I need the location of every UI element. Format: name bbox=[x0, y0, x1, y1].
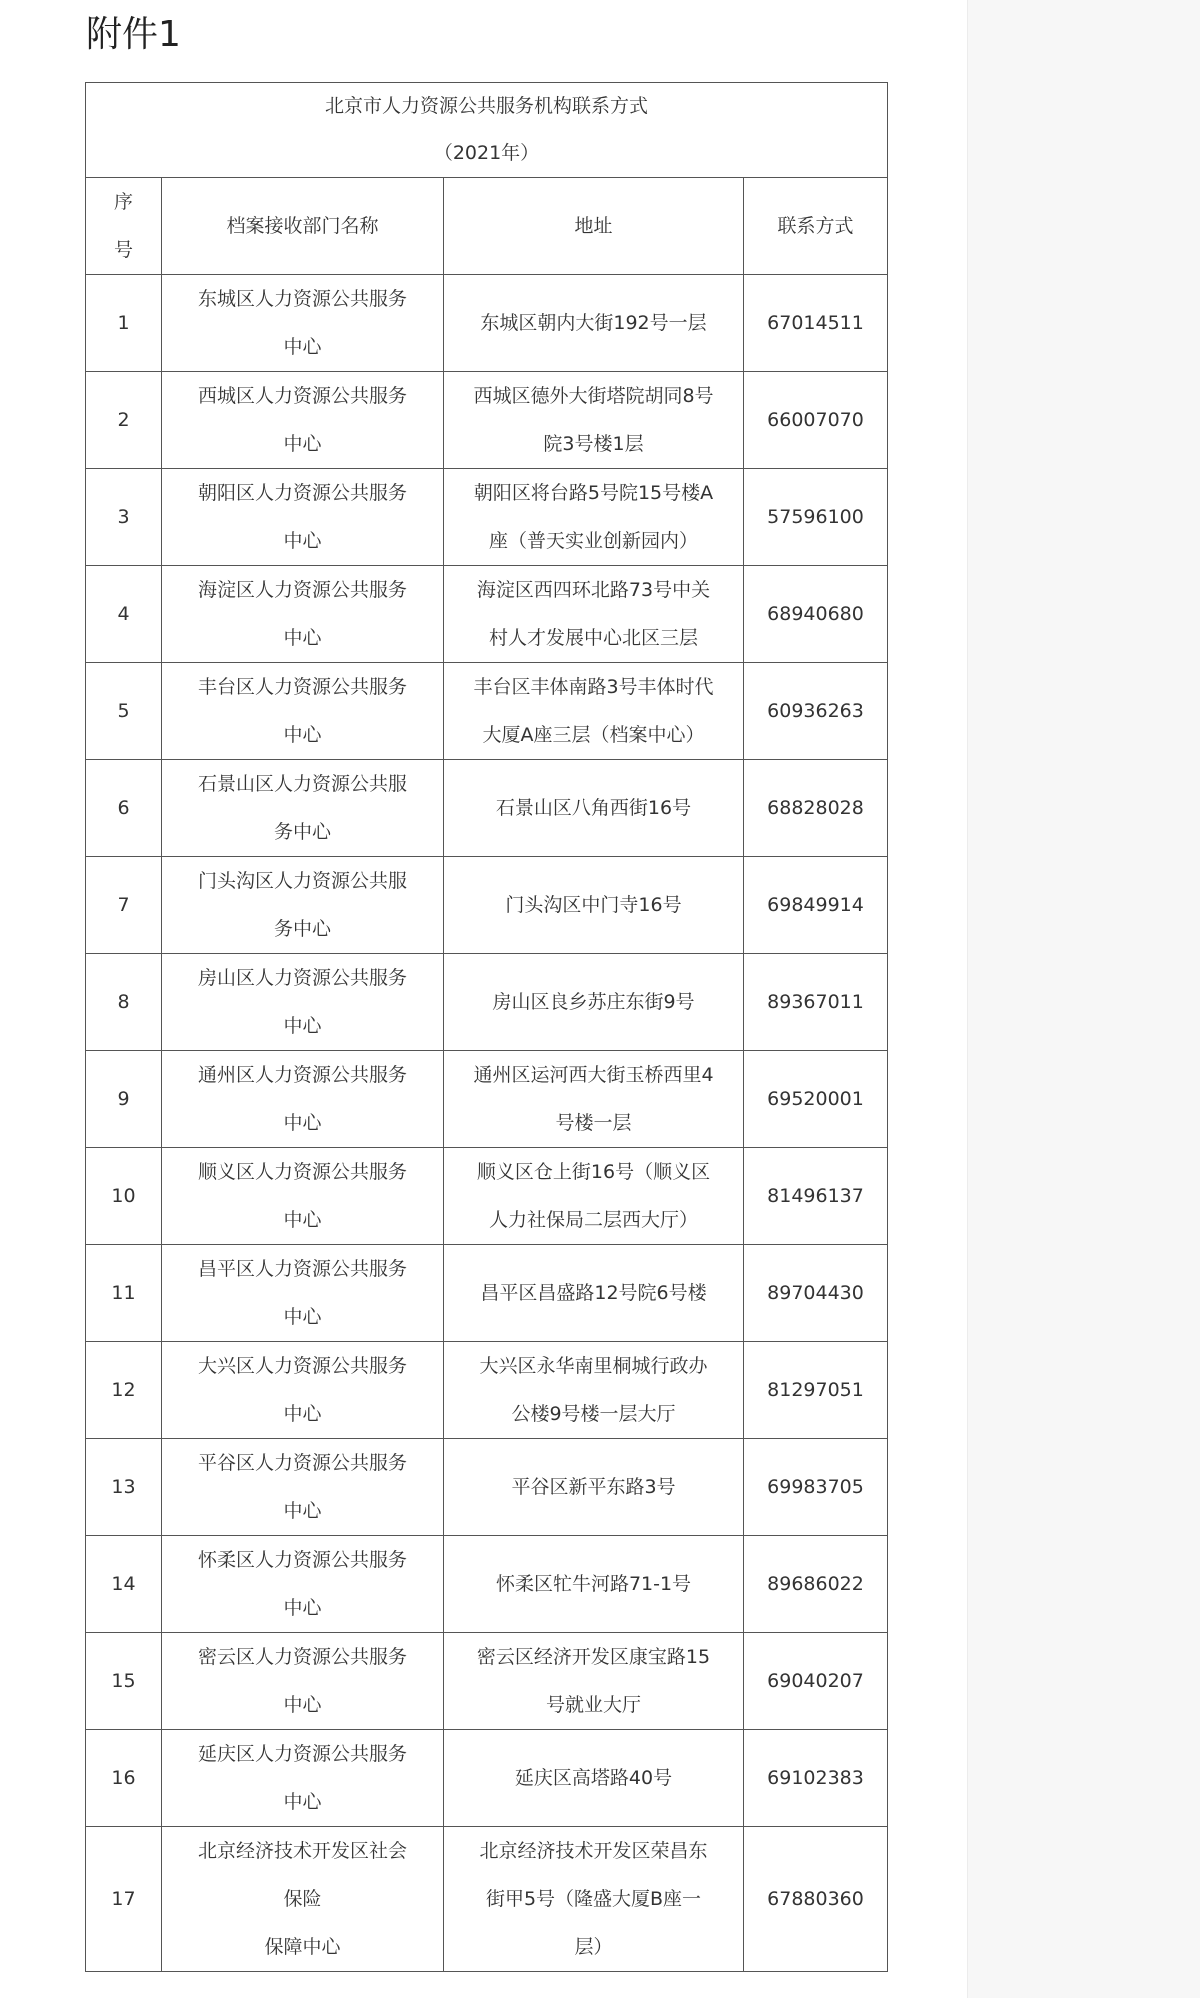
row-dept-name-line: 大兴区人力资源公共服务 bbox=[197, 1355, 407, 1377]
row-phone: 69040207 bbox=[744, 1633, 888, 1730]
row-dept-name bbox=[162, 1827, 444, 1972]
row-dept-name-line: 房山区人力资源公共服务 bbox=[197, 967, 407, 989]
row-address-line: 号楼一层 bbox=[555, 1112, 632, 1134]
table-body bbox=[86, 275, 888, 1972]
row-address-line: 街甲5号（隆盛大厦B座一 bbox=[485, 1888, 702, 1910]
header-seq-line2: 号 bbox=[113, 239, 133, 261]
row-dept-name bbox=[162, 566, 444, 663]
table-row bbox=[86, 663, 888, 760]
row-seq-number: 3 bbox=[86, 469, 162, 566]
row-seq-number: 16 bbox=[86, 1730, 162, 1827]
row-address-line: 层） bbox=[574, 1936, 613, 1958]
table-caption-row bbox=[86, 83, 888, 178]
header-contact: 联系方式 bbox=[744, 178, 888, 275]
table-row bbox=[86, 857, 888, 954]
table-caption bbox=[86, 83, 888, 178]
row-dept-name bbox=[162, 1439, 444, 1536]
row-address bbox=[444, 1051, 744, 1148]
row-dept-name-line: 中心 bbox=[283, 1112, 322, 1134]
row-dept-name bbox=[162, 1633, 444, 1730]
row-dept-name-line: 中心 bbox=[283, 1791, 322, 1813]
row-address-line: 村人才发展中心北区三层 bbox=[488, 627, 698, 649]
row-dept-name-line: 中心 bbox=[283, 1209, 322, 1231]
row-address-line: 大厦A座三层（档案中心） bbox=[482, 724, 705, 746]
row-address-line: 密云区经济开发区康宝路15 bbox=[476, 1646, 711, 1668]
row-address-line: 昌平区昌盛路12号院6号楼 bbox=[480, 1282, 707, 1304]
row-phone: 69520001 bbox=[744, 1051, 888, 1148]
row-dept-name-line: 中心 bbox=[283, 627, 322, 649]
row-phone: 57596100 bbox=[744, 469, 888, 566]
row-phone: 69102383 bbox=[744, 1730, 888, 1827]
row-seq-number: 8 bbox=[86, 954, 162, 1051]
row-dept-name bbox=[162, 1245, 444, 1342]
row-dept-name-line: 中心 bbox=[283, 433, 322, 455]
row-address-line: 门头沟区中门寺16号 bbox=[505, 894, 682, 916]
row-address-line: 北京经济技术开发区荣昌东 bbox=[479, 1840, 708, 1862]
row-address-line: 大兴区永华南里桐城行政办 bbox=[479, 1355, 708, 1377]
row-dept-name-line: 保障中心 bbox=[264, 1936, 341, 1958]
attachment-heading: 附件1 bbox=[86, 14, 181, 55]
row-seq-number: 11 bbox=[86, 1245, 162, 1342]
row-dept-name-line: 东城区人力资源公共服务 bbox=[197, 288, 407, 310]
row-dept-name bbox=[162, 1730, 444, 1827]
row-dept-name-line: 务中心 bbox=[273, 821, 331, 843]
contacts-table bbox=[85, 82, 888, 1972]
row-address-line: 顺义区仓上街16号（顺义区 bbox=[476, 1161, 711, 1183]
row-dept-name-line: 海淀区人力资源公共服务 bbox=[197, 579, 407, 601]
row-phone: 69849914 bbox=[744, 857, 888, 954]
row-dept-name-line: 中心 bbox=[283, 336, 322, 358]
row-phone: 81297051 bbox=[744, 1342, 888, 1439]
header-seq bbox=[86, 178, 162, 275]
row-seq-number: 14 bbox=[86, 1536, 162, 1633]
row-dept-name bbox=[162, 954, 444, 1051]
row-address bbox=[444, 372, 744, 469]
row-seq-number: 17 bbox=[86, 1827, 162, 1972]
row-address bbox=[444, 1245, 744, 1342]
row-seq-number: 12 bbox=[86, 1342, 162, 1439]
row-seq-number: 9 bbox=[86, 1051, 162, 1148]
row-address bbox=[444, 1730, 744, 1827]
row-seq-number: 2 bbox=[86, 372, 162, 469]
row-dept-name-line: 中心 bbox=[283, 1500, 322, 1522]
table-header-row bbox=[86, 178, 888, 275]
row-dept-name-line: 中心 bbox=[283, 1597, 322, 1619]
row-dept-name-line: 怀柔区人力资源公共服务 bbox=[197, 1549, 407, 1571]
row-address-line: 院3号楼1层 bbox=[543, 433, 644, 455]
row-address bbox=[444, 566, 744, 663]
table-row bbox=[86, 1148, 888, 1245]
table-row bbox=[86, 760, 888, 857]
row-address-line: 丰台区丰体南路3号丰体时代 bbox=[473, 676, 714, 698]
row-dept-name-line: 中心 bbox=[283, 1694, 322, 1716]
row-phone: 67014511 bbox=[744, 275, 888, 372]
table-title: 北京市人力资源公共服务机构联系方式 bbox=[325, 95, 649, 117]
table-year: （2021年） bbox=[433, 142, 540, 164]
row-phone: 81496137 bbox=[744, 1148, 888, 1245]
row-address bbox=[444, 1536, 744, 1633]
row-address bbox=[444, 760, 744, 857]
row-phone: 69983705 bbox=[744, 1439, 888, 1536]
row-dept-name-line: 中心 bbox=[283, 1306, 322, 1328]
row-dept-name-line: 石景山区人力资源公共服 bbox=[197, 773, 407, 795]
row-dept-name bbox=[162, 275, 444, 372]
header-seq-line1: 序 bbox=[113, 191, 133, 213]
row-address-line: 公楼9号楼一层大厅 bbox=[511, 1403, 676, 1425]
table-row bbox=[86, 1245, 888, 1342]
table-row bbox=[86, 275, 888, 372]
row-seq-number: 5 bbox=[86, 663, 162, 760]
row-dept-name-line: 西城区人力资源公共服务 bbox=[197, 385, 407, 407]
header-dept: 档案接收部门名称 bbox=[162, 178, 444, 275]
row-dept-name-line: 中心 bbox=[283, 724, 322, 746]
table-row bbox=[86, 1439, 888, 1536]
row-dept-name-line: 中心 bbox=[283, 1403, 322, 1425]
row-address-line: 海淀区西四环北路73号中关 bbox=[476, 579, 711, 601]
row-dept-name bbox=[162, 663, 444, 760]
row-address-line: 朝阳区将台路5号院15号楼A bbox=[473, 482, 714, 504]
row-phone: 67880360 bbox=[744, 1827, 888, 1972]
row-address bbox=[444, 954, 744, 1051]
row-address bbox=[444, 275, 744, 372]
row-address bbox=[444, 1148, 744, 1245]
row-address bbox=[444, 1827, 744, 1972]
row-address bbox=[444, 1342, 744, 1439]
row-dept-name-line: 务中心 bbox=[273, 918, 331, 940]
table-row bbox=[86, 954, 888, 1051]
row-address bbox=[444, 857, 744, 954]
row-seq-number: 4 bbox=[86, 566, 162, 663]
row-address-line: 东城区朝内大街192号一层 bbox=[480, 312, 707, 334]
row-dept-name-line: 平谷区人力资源公共服务 bbox=[197, 1452, 407, 1474]
row-address bbox=[444, 1439, 744, 1536]
row-dept-name-line: 中心 bbox=[283, 1015, 322, 1037]
header-address: 地址 bbox=[444, 178, 744, 275]
row-dept-name-line: 丰台区人力资源公共服务 bbox=[197, 676, 407, 698]
row-phone: 68940680 bbox=[744, 566, 888, 663]
row-dept-name-line: 北京经济技术开发区社会 bbox=[197, 1840, 407, 1862]
table-row bbox=[86, 566, 888, 663]
table-row bbox=[86, 1536, 888, 1633]
right-gutter bbox=[967, 0, 1200, 1998]
row-dept-name bbox=[162, 372, 444, 469]
row-phone: 89686022 bbox=[744, 1536, 888, 1633]
row-address-line: 延庆区高塔路40号 bbox=[514, 1767, 673, 1789]
table-row bbox=[86, 469, 888, 566]
row-address bbox=[444, 663, 744, 760]
row-dept-name-line: 门头沟区人力资源公共服 bbox=[197, 870, 407, 892]
row-address-line: 号就业大厅 bbox=[545, 1694, 641, 1716]
table-row bbox=[86, 1633, 888, 1730]
row-seq-number: 6 bbox=[86, 760, 162, 857]
row-address-line: 房山区良乡苏庄东街9号 bbox=[492, 991, 695, 1013]
row-seq-number: 13 bbox=[86, 1439, 162, 1536]
table-row bbox=[86, 1342, 888, 1439]
row-address-line: 平谷区新平东路3号 bbox=[511, 1476, 676, 1498]
row-address bbox=[444, 469, 744, 566]
row-dept-name-line: 通州区人力资源公共服务 bbox=[197, 1064, 407, 1086]
row-dept-name-line: 密云区人力资源公共服务 bbox=[197, 1646, 407, 1668]
row-seq-number: 15 bbox=[86, 1633, 162, 1730]
row-address bbox=[444, 1633, 744, 1730]
row-dept-name-line: 中心 bbox=[283, 530, 322, 552]
row-seq-number: 1 bbox=[86, 275, 162, 372]
row-address-line: 西城区德外大街塔院胡同8号 bbox=[473, 385, 714, 407]
row-seq-number: 10 bbox=[86, 1148, 162, 1245]
row-address-line: 人力社保局二层西大厅） bbox=[488, 1209, 698, 1231]
row-dept-name bbox=[162, 1536, 444, 1633]
row-dept-name-line: 顺义区人力资源公共服务 bbox=[197, 1161, 407, 1183]
row-dept-name-line: 昌平区人力资源公共服务 bbox=[197, 1258, 407, 1280]
row-address-line: 石景山区八角西街16号 bbox=[495, 797, 692, 819]
row-dept-name bbox=[162, 469, 444, 566]
row-phone: 89367011 bbox=[744, 954, 888, 1051]
row-phone: 60936263 bbox=[744, 663, 888, 760]
row-dept-name-line: 保险 bbox=[283, 1888, 322, 1910]
row-seq-number: 7 bbox=[86, 857, 162, 954]
table-row bbox=[86, 372, 888, 469]
row-address-line: 座（普天实业创新园内） bbox=[488, 530, 698, 552]
table-row bbox=[86, 1051, 888, 1148]
row-dept-name bbox=[162, 1051, 444, 1148]
row-phone: 68828028 bbox=[744, 760, 888, 857]
table-row bbox=[86, 1827, 888, 1972]
row-address-line: 怀柔区牤牛河路71-1号 bbox=[495, 1573, 692, 1595]
row-dept-name bbox=[162, 857, 444, 954]
row-dept-name bbox=[162, 760, 444, 857]
row-dept-name bbox=[162, 1148, 444, 1245]
row-address-line: 通州区运河西大街玉桥西里4 bbox=[473, 1064, 714, 1086]
row-dept-name bbox=[162, 1342, 444, 1439]
row-phone: 89704430 bbox=[744, 1245, 888, 1342]
row-phone: 66007070 bbox=[744, 372, 888, 469]
row-dept-name-line: 朝阳区人力资源公共服务 bbox=[197, 482, 407, 504]
table-row bbox=[86, 1730, 888, 1827]
row-dept-name-line: 延庆区人力资源公共服务 bbox=[197, 1743, 407, 1765]
